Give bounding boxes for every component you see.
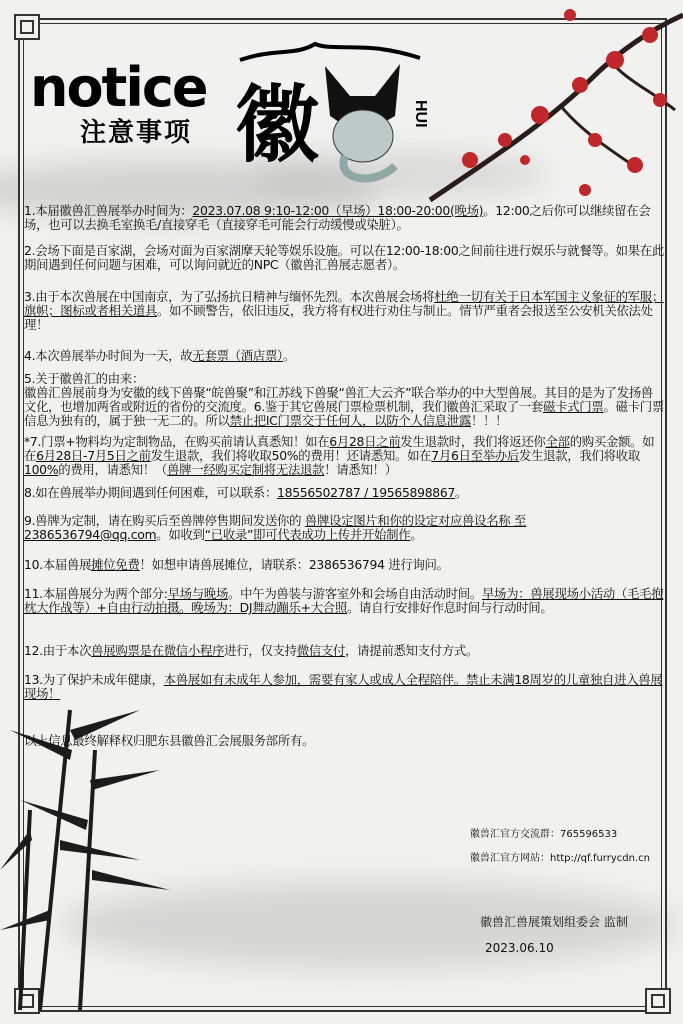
text-segment: 。12:00之后你可以继续留在会场，也可以去换毛室换毛/直接穿毛（直接穿毛可能会行动缓慢或染脏）。 [24,203,651,232]
frame-corner-knot [645,988,671,1014]
fox-mascot-icon [315,56,410,186]
emphasized-text: 禁止把IC门票交于任何人，以防个人信息泄露 [229,413,471,428]
frame-corner-knot [14,14,40,40]
emphasized-text: 磁卡式门票 [543,399,604,414]
emphasized-text: 早场为：兽展现场小活动（毛毛抱枕大作战等）+自由行动拍摄。晚场为：DJ舞动蹦乐+大合照 [24,586,664,615]
emphasized-text: “已收录”即可代表成功上传并开始制作 [204,527,411,542]
notice-item-13 [24,734,664,748]
issue-date: 2023.06.10 [485,941,554,955]
official-group: 徽兽汇官方交流群：765596533 [470,829,618,840]
emphasized-text: 全部 [545,434,570,449]
emphasized-text: 早场与晚场 [167,586,229,601]
notice-item-1 [24,204,664,232]
notice-item-2 [24,244,664,272]
text-segment: 的购买金额。如在 [24,434,655,463]
text-segment: 。请自行安排好作息时间与行动时间。 [346,600,553,615]
emphasized-text: 本兽展如有未成年人参加，需要有家人或成人全程陪伴。禁止未满18周岁的儿童独自进入兽展现场！ [24,672,663,701]
logo-hui-text: HUI [412,100,429,128]
notice-item-8 [24,514,664,542]
emphasized-text: 兽牌一经购买定制将无法退款 [167,462,325,477]
notice-item-12 [24,673,664,701]
text-segment: 。 [455,485,468,500]
emphasized-text: 6月28日之前 [329,434,401,449]
text-segment: 1.本届徽兽汇兽展举办时间为： [24,203,193,218]
text-segment: 发生退款，我们将收取50%的费用！还请悉知。如在 [150,448,432,463]
text-segment: 2.会场下面是百家湖，会场对面为百家湖摩天轮等娱乐设施。可以在12:00-18:00之间前往进行娱乐与就餐等。如果在此期间遇到任何问题与困难，可以询问就近的NPC（徽兽汇兽展志愿者）。 [24,243,664,272]
text-segment: 的费用，请悉知！（ [58,462,168,477]
emphasized-text: 兽牌设定图片和你的设定对应兽设名称 至 2386536794@qq.com [24,513,527,542]
notice-item-3 [24,290,664,332]
text-segment: 以上信息最终解释权归肥东县徽兽汇会展服务部所有。 [24,733,315,748]
notice-item-7 [24,486,664,500]
text-segment: ！请悉知！） [324,462,397,477]
notice-item-10 [24,587,664,615]
text-segment: 。 [282,348,296,363]
hui-logo [235,38,429,188]
text-segment: ，请提前悉知支付方式。 [345,643,479,658]
text-segment: 。中午为兽装与游客室外和会场自由活动时间。 [228,586,482,601]
text-segment: 发生退款，我们将收取 [519,448,640,463]
plum-blossom-branch-illustration [410,0,683,210]
text-segment: 10.本届兽展 [24,557,92,572]
text-segment: 发生退款时，我们将返还你 [400,434,546,449]
emphasized-text: 100% [24,462,59,477]
emphasized-text: 摊位免费 [91,557,140,572]
emphasized-text: 7月6日至举办后 [431,448,519,463]
text-segment: 12.由于本次 [24,643,92,658]
text-segment: 。 [410,527,423,542]
text-segment: ！如想申请兽展摊位，请联系：2386536794 进行询问。 [139,557,449,572]
text-segment: 13.为了保护未成年健康， [24,672,164,687]
text-segment: 。如不顾警告，依旧违反，我方将有权进行劝住与制止。情节严重者会报送至公安机关依法处理！ [24,303,653,332]
notice-item-11 [24,644,664,658]
notice-item-5 [24,372,664,428]
notice-title: notice [30,56,207,119]
official-website[interactable]: 徽兽汇官方网站：http://qf.furrycdn.cn [470,853,650,864]
text-segment: 8.如在兽展举办期间遇到任何困难，可以联系： [24,485,278,500]
emphasized-text: 2023.07.08 9:10-12:00（早场）18:00-20:00(晚场) [192,203,484,218]
text-segment: 。磁卡门票信息为独有的，属于独一无二的。所以 [24,399,664,428]
supervisor-signature: 徽兽汇兽展策划组委会 监制 [480,915,628,929]
emphasized-text: 兽展购票是在微信小程序 [91,643,225,658]
text-segment: 5.关于徽兽汇的由来： 徽兽汇兽展前身为安徽的线下兽聚“皖兽聚”和江苏线下兽聚“兽汇大云齐”联合举办的中大型兽展。其目的是为了发扬兽文化，也增加两省或附近的省份的交流度。6.鉴于其它兽展门票检票机制，我们徽兽汇采取了一套 [24,371,654,414]
text-segment: 9.兽牌为定制，请在购买后至兽牌停售期间发送你的 [24,513,305,528]
emphasized-text: 无套票（酒店票） [192,348,283,363]
text-segment: ！！！ [470,413,508,428]
text-segment: 4.本次兽展举办时间为一天，故 [24,348,193,363]
text-segment: 。如收到 [156,527,205,542]
emphasized-text: 18556502787 / 19565898867 [277,485,456,500]
emphasized-text: 杜绝一切有关于日本军国主义象征的军服；旗帜；图标或者相关道具 [24,289,664,318]
emphasized-text: 6月28日-7月5日之前 [36,448,151,463]
notice-subtitle: 注意事项 [80,118,193,148]
notice-item-4 [24,349,664,363]
text-segment: 11.本届兽展分为两个部分: [24,586,168,601]
text-segment: 进行，仅支持 [224,643,297,658]
text-segment: *7.门票+物料均为定制物品，在购买前请认真悉知！如在 [24,434,330,449]
logo-character: 徽 [235,75,320,174]
notice-item-9 [24,558,664,572]
text-segment: 3.由于本次兽展在中国南京，为了弘扬抗日精神与缅怀先烈。本次兽展会场将 [24,289,435,304]
emphasized-text: 微信支付 [296,643,346,658]
notice-item-6 [24,435,664,477]
